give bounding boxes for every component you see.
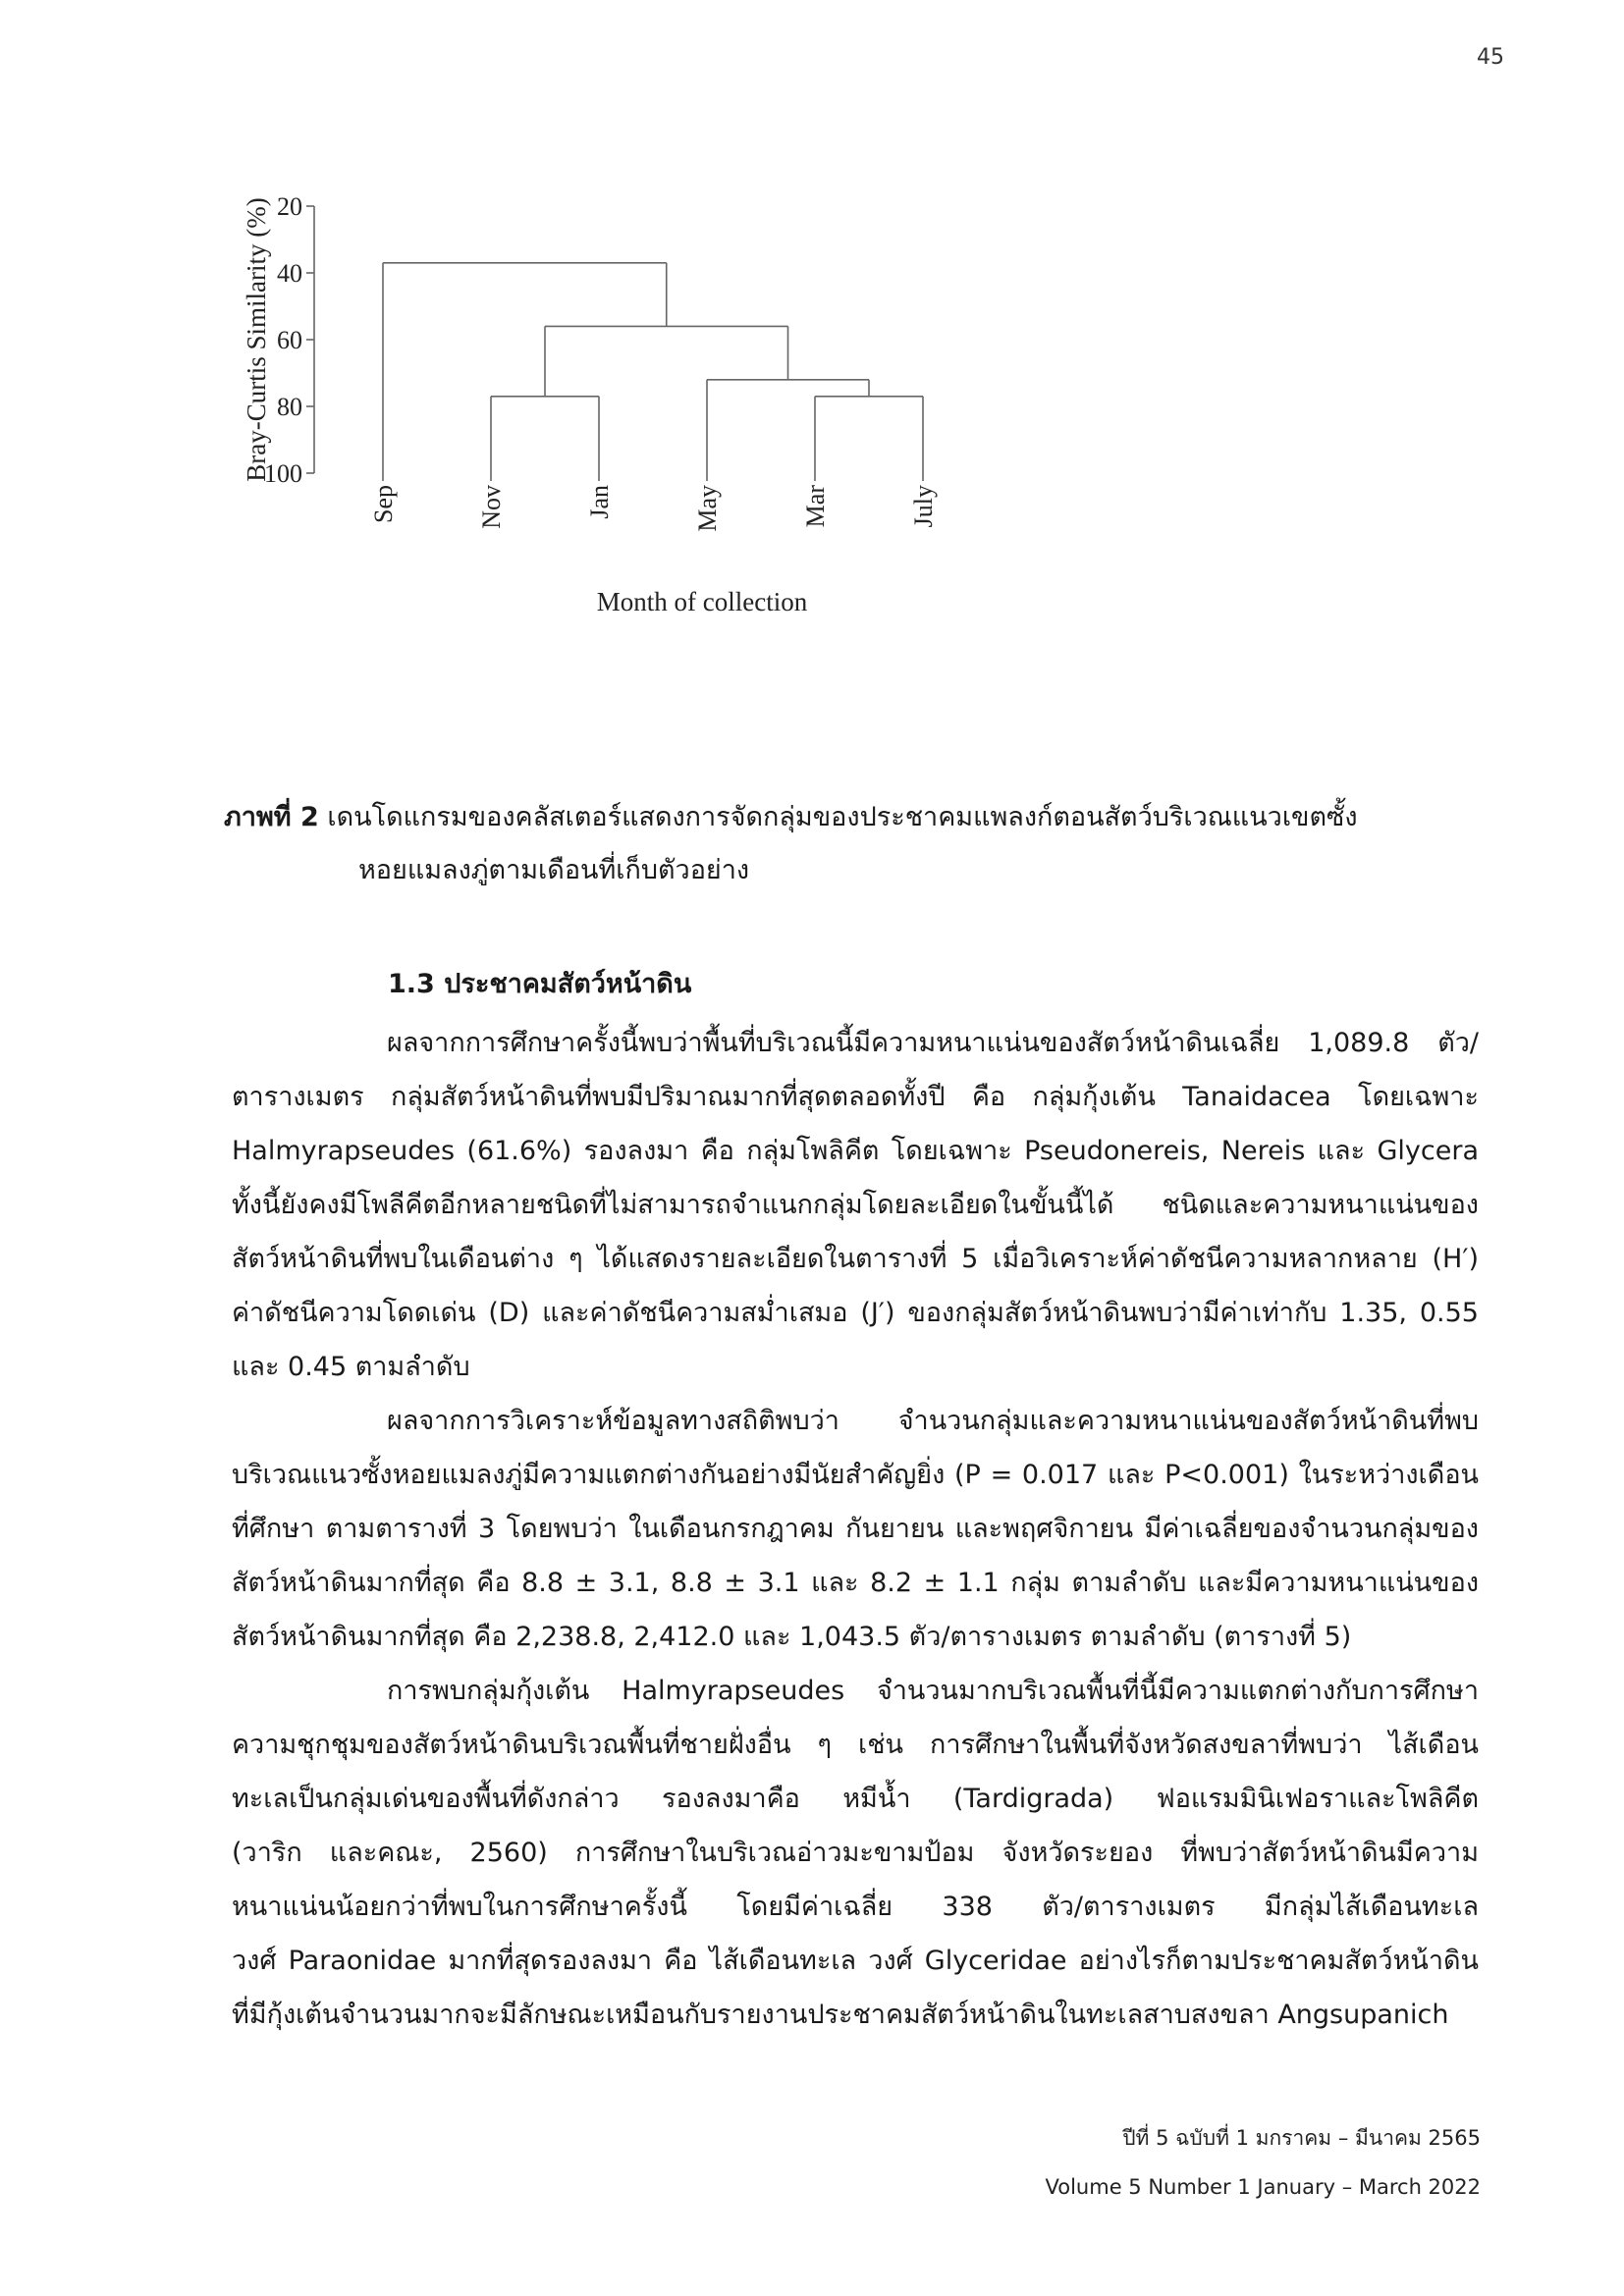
y-tick-label: 100 [264,459,302,488]
paragraph-line: บริเวณแนวซั้งหอยแมลงภู่มีความแตกต่างกันอย่างมีนัยสำคัญยิ่ง (P = 0.017 และ P<0.001) ในระหว่างเดือน [232,1460,1479,1490]
leaf-label: Jan [585,485,614,519]
x-axis-label: Month of collection [596,587,808,616]
paragraph-line: ค่าดัชนีความโดดเด่น (D) และค่าดัชนีความสม่ำเสมอ (J′) ของกลุ่มสัตว์หน้าดินพบว่ามีค่าเท่ากับ 1.35, 0.55 [232,1298,1479,1328]
paragraph-line: ความชุกชุมของสัตว์หน้าดินบริเวณพื้นที่ชายฝั่งอื่น ๆ เช่น การศึกษาในพื้นที่จังหวัดสงขลาที่พบว่า ไส้เดือน [232,1730,1479,1760]
caption-text-1: เดนโดแกรมของคลัสเตอร์แสดงการจัดกลุ่มของประชาคมแพลงก์ตอนสัตว์บริเวณแนวเขตซั้ง [327,802,1358,832]
dendrogram-figure [216,187,1394,736]
y-tick-label: 80 [277,393,302,421]
paragraph-line: (วาริก และคณะ, 2560) การศึกษาในบริเวณอ่าวมะขามป้อม จังหวัดระยอง ที่พบว่าสัตว์หน้าดินมีความ [232,1838,1479,1868]
paragraph-line: ที่มีกุ้งเต้นจำนวนมากจะมีลักษณะเหมือนกับรายงานประชาคมสัตว์หน้าดินในทะเลสาบสงขลา Angsupanich [232,2000,1449,2030]
y-tick-label: 60 [277,326,302,354]
paragraph-line: และ 0.45 ตามลำดับ [232,1352,470,1382]
paragraph-3 [232,1664,1479,2042]
paragraph-line: ตารางเมตร กลุ่มสัตว์หน้าดินที่พบมีปริมาณมากที่สุดตลอดทั้งปี คือ กลุ่มกุ้งเต้น Tanaidacea โดยเฉพาะ [232,1082,1479,1112]
leaf-label: Nov [477,485,506,529]
paragraph-1 [232,1016,1479,1394]
leaf-label: July [909,485,938,528]
y-tick-label: 20 [277,192,302,221]
paragraph-line: ผลจากการศึกษาครั้งนี้พบว่าพื้นที่บริเวณนี้มีความหนาแน่นของสัตว์หน้าดินเฉลี่ย 1,089.8 ตัว/ [387,1028,1479,1058]
y-axis-label: Bray-Curtis Similarity (%) [242,197,271,482]
section-heading: 1.3 ประชาคมสัตว์หน้าดิน [388,969,692,999]
leaf-label: May [693,485,722,532]
paragraph-line: วงศ์ Paraonidae มากที่สุดรองลงมา คือ ไส้เดือนทะเล วงศ์ Glyceridae อย่างไรก็ตามประชาคมสัตว์หน้าดิน [232,1946,1479,1976]
y-tick-label: 40 [277,259,302,288]
footer-english: Volume 5 Number 1 January – March 2022 [1045,2175,1481,2199]
footer-thai: ปีที่ 5 ฉบับที่ 1 มกราคม – มีนาคม 2565 [1122,2126,1481,2150]
paragraph-2 [232,1394,1479,1664]
paragraph-line: Halmyrapseudes (61.6%) รองลงมา คือ กลุ่มโพลิคีต โดยเฉพาะ Pseudonereis, Nereis และ Glycera [232,1136,1479,1166]
dendrogram-chart [216,187,1394,736]
paragraph-line: สัตว์หน้าดินมากที่สุด คือ 8.8 ± 3.1, 8.8 ± 3.1 และ 8.2 ± 1.1 กลุ่ม ตามลำดับ และมีความหนาแน่นของ [232,1568,1479,1598]
paragraph-line: ผลจากการวิเคราะห์ข้อมูลทางสถิติพบว่า จำนวนกลุ่มและความหนาแน่นของสัตว์หน้าดินที่พบ [387,1406,1479,1436]
paragraph-line: การพบกลุ่มกุ้งเต้น Halmyrapseudes จำนวนมากบริเวณพื้นที่นี้มีความแตกต่างกับการศึกษา [387,1676,1479,1706]
caption-line-2: หอยแมลงภู่ตามเดือนที่เก็บตัวอย่าง [358,855,750,885]
caption-line-1 [224,791,1481,844]
paragraph-line: สัตว์หน้าดินมากที่สุด คือ 2,238.8, 2,412.0 และ 1,043.5 ตัว/ตารางเมตร ตามลำดับ (ตารางที่ 5) [232,1622,1352,1652]
leaf-label: Mar [801,485,830,528]
paragraph-line: หนาแน่นน้อยกว่าที่พบในการศึกษาครั้งนี้ โดยมีค่าเฉลี่ย 338 ตัว/ตารางเมตร มีกลุ่มไส้เดือนทะเล [232,1892,1479,1922]
paragraph-line: ที่ศึกษา ตามตารางที่ 3 โดยพบว่า ในเดือนกรกฎาคม กันยายน และพฤศจิกายน มีค่าเฉลี่ยของจำนวนกลุ่มของ [232,1514,1479,1544]
paragraph-line: ทั้งนี้ยังคงมีโพลีคีตอีกหลายชนิดที่ไม่สามารถจำแนกกลุ่มโดยละเอียดในขั้นนี้ได้ ชนิดและความหนาแน่นของ [232,1190,1479,1220]
page-number: 45 [1477,45,1504,70]
paragraph-line: ทะเลเป็นกลุ่มเด่นของพื้นที่ดังกล่าว รองลงมาคือ หมีน้ำ (Tardigrada) ฟอแรมมินิเฟอราและโพลิคีต [232,1784,1479,1814]
leaf-label: Sep [369,485,398,523]
caption-label: ภาพที่ 2 [224,802,319,832]
figure-caption [224,791,1481,897]
paragraph-line: สัตว์หน้าดินที่พบในเดือนต่าง ๆ ได้แสดงรายละเอียดในตารางที่ 5 เมื่อวิเคราะห์ค่าดัชนีความหลากหลาย (H′) [232,1244,1479,1274]
